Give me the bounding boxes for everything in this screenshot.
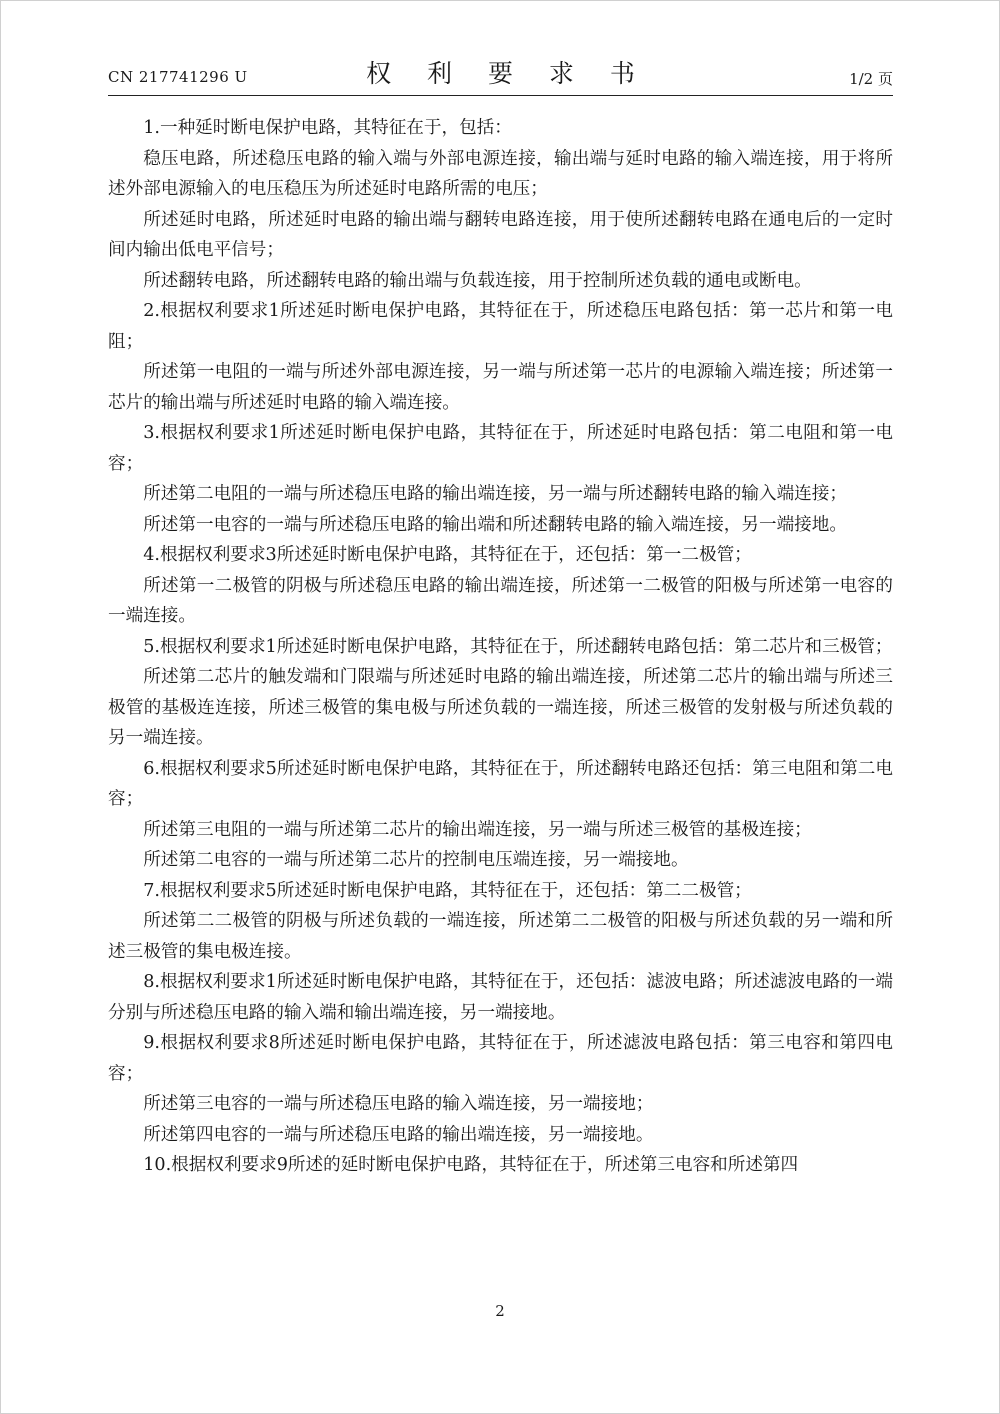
claim-paragraph: 所述翻转电路，所述翻转电路的输出端与负载连接，用于控制所述负载的通电或断电。 bbox=[143, 270, 812, 291]
claim-paragraph: 所述第二电容的一端与所述第二芯片的控制电压端连接，另一端接地。 bbox=[143, 850, 689, 870]
claim-paragraph: 所述第三电阻的一端与所述第二芯片的输出端连接，另一端与所述三极管的基极连接； bbox=[143, 819, 812, 840]
claim-paragraph: 1.一种延时断电保护电路，其特征在于，包括： bbox=[143, 118, 512, 138]
claim-paragraph: 6.根据权利要求5所述延时断电保护电路，其特征在于，所述翻转电路还包括：第三电阻和第二电容； bbox=[108, 758, 893, 809]
claim-paragraph: 所述第二二极管的阴极与所述负载的一端连接，所述第二二极管的阳极与所述负载的另一端和所述三极管的集电极连接。 bbox=[108, 911, 893, 962]
claims-body bbox=[108, 113, 893, 1181]
claim-paragraph: 稳压电路，所述稳压电路的输入端与外部电源连接，输出端与延时电路的输入端连接，用于将所述外部电源输入的电压稳压为所述延时电路所需的电压； bbox=[108, 148, 893, 199]
claim-paragraph: 4.根据权利要求3所述延时断电保护电路，其特征在于，还包括：第一二极管； bbox=[143, 545, 752, 565]
claim-paragraph: 2.根据权利要求1所述延时断电保护电路，其特征在于，所述稳压电路包括：第一芯片和第一电阻； bbox=[108, 301, 893, 352]
document-number: CN 217741296 U bbox=[108, 68, 248, 86]
claim-paragraph: 所述第一电阻的一端与所述外部电源连接，另一端与所述第一芯片的电源输入端连接；所述第一芯片的输出端与所述延时电路的输入端连接。 bbox=[108, 362, 893, 413]
claim-paragraph: 5.根据权利要求1所述延时断电保护电路，其特征在于，所述翻转电路包括：第二芯片和三极管； bbox=[143, 636, 893, 657]
page-count: 1/2 页 bbox=[849, 70, 893, 88]
claim-paragraph: 8.根据权利要求1所述延时断电保护电路，其特征在于，还包括：滤波电路；所述滤波电路的一端分别与所述稳压电路的输入端和输出端连接，另一端接地。 bbox=[108, 972, 893, 1023]
claim-paragraph: 3.根据权利要求1所述延时断电保护电路，其特征在于，所述延时电路包括：第二电阻和第一电容； bbox=[108, 423, 893, 474]
claim-paragraph: 所述第二电阻的一端与所述稳压电路的输出端连接，另一端与所述翻转电路的输入端连接； bbox=[143, 484, 847, 504]
claim-paragraph: 7.根据权利要求5所述延时断电保护电路，其特征在于，还包括：第二二极管； bbox=[143, 880, 752, 901]
header-divider bbox=[108, 95, 893, 96]
claim-paragraph: 所述延时电路，所述延时电路的输出端与翻转电路连接，用于使所述翻转电路在通电后的一定时间内输出低电平信号； bbox=[108, 209, 893, 260]
page-header bbox=[108, 54, 893, 94]
claim-paragraph: 所述第二芯片的触发端和门限端与所述延时电路的输出端连接，所述第二芯片的输出端与所述三极管的基极连连接，所述三极管的集电极与所述负载的一端连接，所述三极管的发射极与所述负载的另一端连接。 bbox=[108, 667, 893, 748]
claim-paragraph: 10.根据权利要求9所述的延时断电保护电路，其特征在于，所述第三电容和所述第四 bbox=[143, 1155, 799, 1175]
claim-paragraph: 所述第一二极管的阴极与所述稳压电路的输出端连接，所述第一二极管的阳极与所述第一电容的一端连接。 bbox=[108, 575, 893, 626]
claim-paragraph: 所述第四电容的一端与所述稳压电路的输出端连接，另一端接地。 bbox=[143, 1124, 654, 1145]
claim-paragraph: 所述第三电容的一端与所述稳压电路的输入端连接，另一端接地； bbox=[143, 1094, 654, 1114]
document-title: 权 利 要 求 书 bbox=[366, 59, 649, 88]
claim-paragraph: 所述第一电容的一端与所述稳压电路的输出端和所述翻转电路的输入端连接，另一端接地。 bbox=[143, 514, 847, 535]
claim-paragraph: 9.根据权利要求8所述延时断电保护电路，其特征在于，所述滤波电路包括：第三电容和第四电容； bbox=[108, 1033, 893, 1084]
footer-page-number: 2 bbox=[495, 1302, 505, 1320]
